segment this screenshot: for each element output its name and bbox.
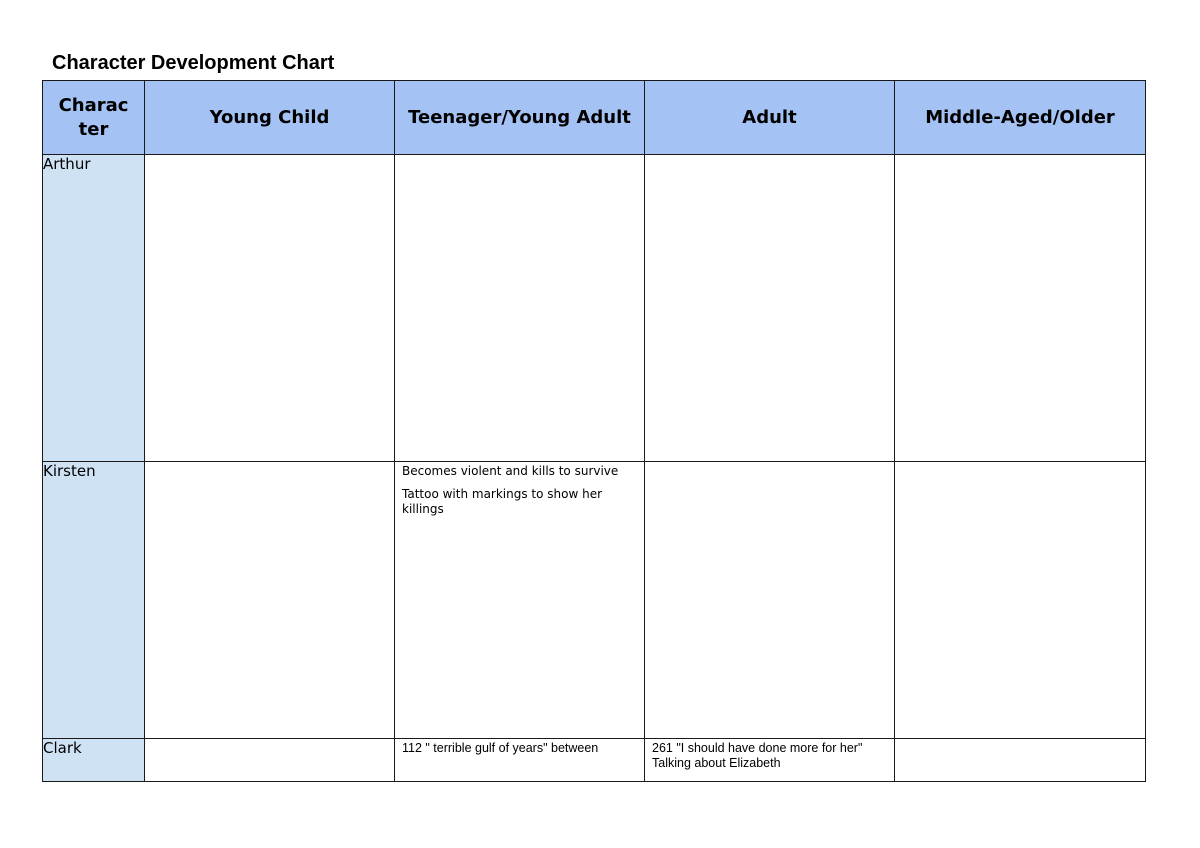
header-middle-aged-older: Middle-Aged/Older <box>895 81 1146 155</box>
cell-teenager-young-adult[interactable] <box>395 739 645 782</box>
cell-middle-aged-older[interactable] <box>895 739 1146 782</box>
character-development-table <box>42 80 1146 782</box>
cell-teenager-young-adult[interactable] <box>395 155 645 462</box>
cell-middle-aged-older[interactable] <box>895 462 1146 739</box>
header-adult: Adult <box>645 81 895 155</box>
table-row <box>43 739 1146 782</box>
cell-note: 112 " terrible gulf of years" between <box>402 741 599 755</box>
cell-note: Becomes violent and kills to survive <box>402 464 619 478</box>
header-teenager-young-adult: Teenager/Young Adult <box>395 81 645 155</box>
header-young-child: Young Child <box>145 81 395 155</box>
header-character: Charac ter <box>43 81 145 155</box>
header-row <box>43 81 1146 155</box>
cell-middle-aged-older[interactable] <box>895 155 1146 462</box>
cell-young-child[interactable] <box>145 155 395 462</box>
table-row <box>43 462 1146 739</box>
cell-adult[interactable] <box>645 739 895 782</box>
cell-note: 261 "I should have done more for her" Talking about Elizabeth <box>652 741 863 770</box>
character-name: Clark <box>43 739 145 782</box>
table-row <box>43 155 1146 462</box>
character-name: Arthur <box>43 155 145 462</box>
cell-young-child[interactable] <box>145 739 395 782</box>
cell-note: Tattoo with markings to show her killings <box>402 487 603 516</box>
cell-adult[interactable] <box>645 462 895 739</box>
page-title: Character Development Chart <box>52 52 335 74</box>
cell-teenager-young-adult[interactable] <box>395 462 645 739</box>
cell-young-child[interactable] <box>145 462 395 739</box>
character-name: Kirsten <box>43 462 145 739</box>
cell-adult[interactable] <box>645 155 895 462</box>
